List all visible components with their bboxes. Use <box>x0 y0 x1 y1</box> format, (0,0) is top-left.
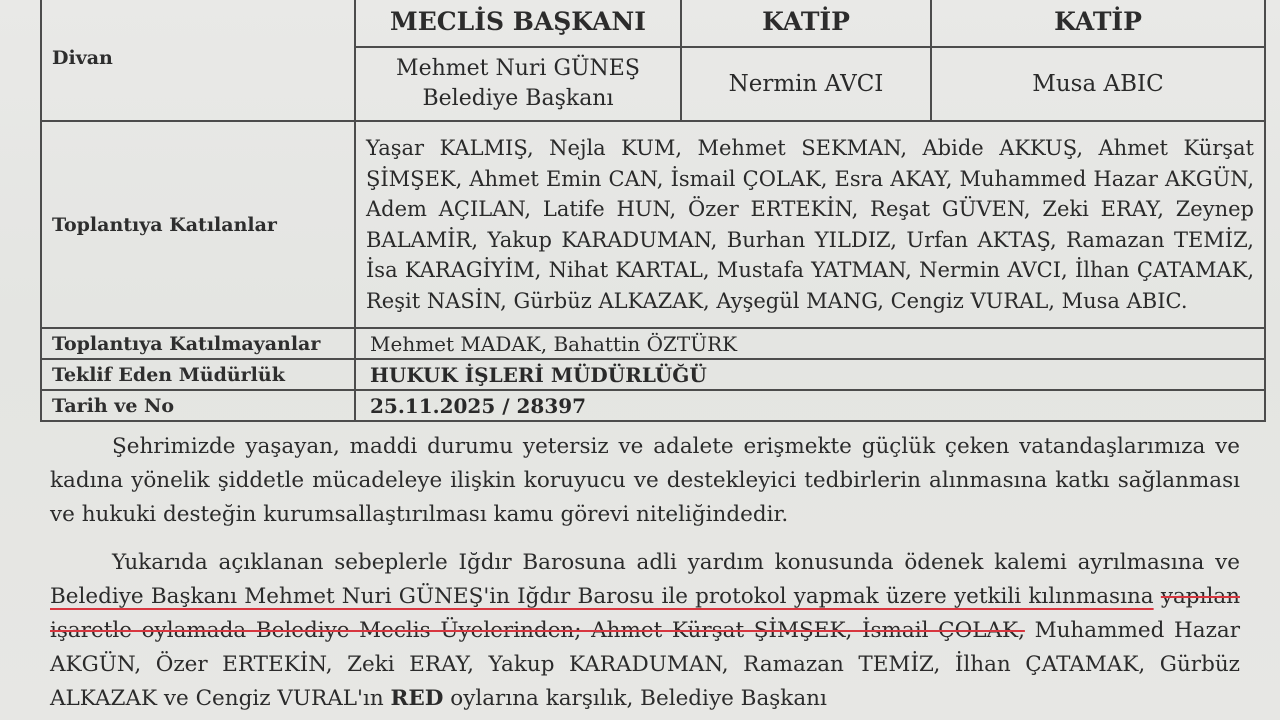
meclis-baskani-cell <box>355 47 681 121</box>
paragraph-2-line-1: Yukarıda açıklanan sebeplerle Iğdır Barosuna adli yardım konusunda ödenek kalemi ayrılmasına ve <box>112 550 1240 575</box>
paragraph-1: Şehrimizde yaşayan, maddi durumu yetersiz ve adalete erişmekte güçlük çeken vatandaşlarımıza ve kadına yönelik şiddetle mücadeleye ilişkin koruyucu ve destekleyici tedbirlerin alınmasına katkı sağlanması ve hukuki desteğin kurumsallaştırılması kamu görevi niteliğindedir. <box>50 434 1240 527</box>
date-number-value: 25.11.2025 / 28397 <box>355 390 1265 421</box>
attendees-list: Yaşar KALMIŞ, Nejla KUM, Mehmet SEKMAN, Abide AKKUŞ, Ahmet Kürşat ŞİMŞEK, Ahmet Emin CAN, İsmail ÇOLAK, Esra AKAY, Muhammed Hazar AKGÜN, Adem AÇILAN, Latife HUN, Özer ERTEKİN, Reşat GÜVEN, Zeki ERAY, Zeynep BALAMİR, Yakup KARADUMAN, Burhan YILDIZ, Urfan AKTAŞ, Ramazan TEMİZ, İsa KARAGİYİM, Nihat KARTAL, Mustafa YATMAN, Nermin AVCI, İlhan ÇATAMAK, Reşit NASİN, Gürbüz ALKAZAK, Ayşegül MANG, Cengiz VURAL, Musa ABIC. <box>355 121 1265 328</box>
paragraph-2-line-5a: İlhan ÇATAMAK, Gürbüz ALKAZAK ve Cengiz VURAL'ın <box>50 652 1241 711</box>
katip-header-2: KATİP <box>931 0 1265 47</box>
divan-label: Divan <box>41 0 355 121</box>
paragraph-2 <box>50 546 1240 716</box>
katip-2-name: Musa ABIC <box>931 47 1265 121</box>
red-vote-label: RED <box>390 686 444 711</box>
paragraph-2-line-4: Muhammed Hazar AKGÜN, Özer ERTEKİN, Zeki ERAY, Yakup KARADUMAN, Ramazan TEMİZ, <box>50 618 1240 677</box>
katip-1-name: Nermin AVCI <box>681 47 931 121</box>
meclis-baskani-header: MECLİS BAŞKANI <box>355 0 681 47</box>
date-label: Tarih ve No <box>41 390 355 421</box>
attendees-label: Toplantıya Katılanlar <box>41 121 355 328</box>
proposer-label: Teklif Eden Müdürlük <box>41 359 355 390</box>
absent-label: Toplantıya Katılmayanlar <box>41 328 355 359</box>
paragraph-2-line-5b: oylarına karşılık, Belediye Başkanı <box>443 686 827 711</box>
meclis-baskani-name: Mehmet Nuri GÜNEŞ <box>396 56 640 81</box>
paragraph-2-struck-text: yapılan işaretle oylamada Belediye Meclis Üyelerinden; Ahmet Kürşat ŞİMŞEK, İsmail ÇOLAK, <box>50 584 1240 643</box>
absent-list: Mehmet MADAK, Bahattin ÖZTÜRK <box>355 328 1265 359</box>
meeting-info-table <box>40 0 1266 422</box>
meclis-baskani-title: Belediye Başkanı <box>422 86 614 111</box>
paragraph-2-underlined-text: Belediye Başkanı Mehmet Nuri GÜNEŞ'in Iğdır Barosu ile protokol yapmak üzere yetkili kılınmasına <box>50 584 1154 609</box>
proposer-value: HUKUK İŞLERİ MÜDÜRLÜĞÜ <box>355 359 1265 390</box>
katip-header-1: KATİP <box>681 0 931 47</box>
decision-body <box>50 430 1240 716</box>
